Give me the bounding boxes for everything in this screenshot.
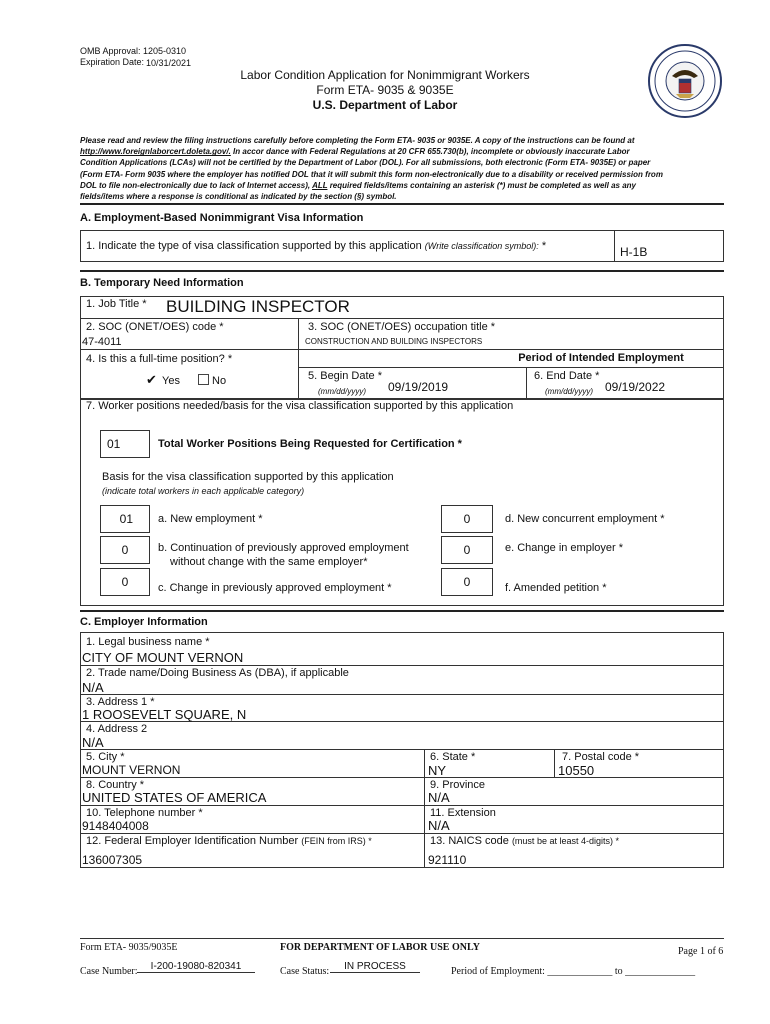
no-label: No bbox=[212, 375, 227, 387]
concurrent-value[interactable]: 0 bbox=[441, 505, 493, 533]
change-employer-value[interactable]: 0 bbox=[441, 536, 493, 564]
no-checkbox[interactable] bbox=[198, 374, 209, 385]
soc-code-label: 2. SOC (ONET/OES) code * bbox=[86, 321, 224, 333]
end-date-value[interactable]: 09/19/2022 bbox=[605, 380, 666, 394]
amended-petition-label: f. Amended petition * bbox=[505, 582, 607, 594]
job-title-label: 1. Job Title * bbox=[86, 298, 147, 310]
period-of-employment-label: Period of Employment: _____________ to ______________ bbox=[451, 966, 696, 977]
period-heading: Period of Intended Employment bbox=[518, 352, 684, 364]
full-time-label: 4. Is this a full-time position? * bbox=[86, 353, 233, 365]
section-b-heading: B. Temporary Need Information bbox=[80, 277, 244, 289]
case-number-label: Case Number: bbox=[80, 966, 138, 977]
visa-classification-label: 1. Indicate the type of visa classification supported by this application (Write classification symbol): * bbox=[86, 240, 547, 252]
province-label: 9. Province bbox=[430, 779, 486, 791]
worker-positions-label: 7. Worker positions needed/basis for the visa classification supported by this application bbox=[86, 400, 514, 412]
extension-value[interactable]: N/A bbox=[428, 818, 450, 833]
section-c-heading: C. Employer Information bbox=[80, 616, 208, 628]
state-label: 6. State * bbox=[430, 751, 476, 763]
case-number-value[interactable]: I-200-19080-820341 bbox=[137, 961, 255, 973]
telephone-label: 10. Telephone number * bbox=[86, 807, 203, 819]
begin-date-hint: (mm/dd/yyyy) bbox=[318, 387, 366, 396]
address2-value[interactable]: N/A bbox=[82, 735, 104, 750]
job-title-value[interactable]: BUILDING INSPECTOR bbox=[166, 297, 350, 316]
yes-label: Yes bbox=[162, 375, 180, 387]
continuation-label: b. Continuation of previously approved employment bbox=[158, 542, 409, 554]
amended-petition-value[interactable]: 0 bbox=[441, 568, 493, 596]
change-employer-label: e. Change in employer * bbox=[505, 542, 624, 554]
divider bbox=[80, 610, 724, 612]
visa-classification-value[interactable]: H-1B bbox=[620, 245, 648, 259]
soc-code-value[interactable]: 47-4011 bbox=[82, 336, 122, 348]
city-value[interactable]: MOUNT VERNON bbox=[82, 763, 181, 777]
yes-check-icon[interactable]: ✔ bbox=[146, 372, 157, 387]
postal-code-value[interactable]: 10550 bbox=[558, 763, 595, 778]
state-value[interactable]: NY bbox=[428, 763, 447, 778]
footer-dol-use: FOR DEPARTMENT OF LABOR USE ONLY bbox=[280, 942, 480, 953]
telephone-value[interactable]: 9148404008 bbox=[82, 819, 149, 833]
case-status-value[interactable]: IN PROCESS bbox=[330, 961, 420, 973]
soc-title-label: 3. SOC (ONET/OES) occupation title * bbox=[308, 321, 496, 333]
trade-name-label: 2. Trade name/Doing Business As (DBA), if applicable bbox=[86, 667, 349, 679]
instructions-link[interactable]: http://www.foreignlaborcert.doleta.gov/. bbox=[80, 147, 231, 157]
concurrent-label: d. New concurrent employment * bbox=[505, 513, 665, 525]
expiration-label: Expiration Date: bbox=[80, 57, 145, 67]
new-employment-value[interactable]: 01 bbox=[100, 505, 150, 533]
change-previous-label: c. Change in previously approved employment * bbox=[158, 582, 392, 594]
legal-name-value[interactable]: CITY OF MOUNT VERNON bbox=[82, 650, 244, 665]
continuation-value[interactable]: 0 bbox=[100, 536, 150, 564]
case-status-label: Case Status: bbox=[280, 966, 330, 977]
extension-label: 11. Extension bbox=[430, 807, 496, 819]
country-value[interactable]: UNITED STATES OF AMERICA bbox=[82, 790, 267, 805]
address2-label: 4. Address 2 bbox=[86, 723, 148, 735]
total-positions-label: Total Worker Positions Being Requested for Certification * bbox=[158, 438, 462, 450]
naics-label: 13. NAICS code (must be at least 4-digits) * bbox=[430, 835, 619, 847]
fein-value[interactable]: 136007305 bbox=[82, 853, 143, 867]
new-employment-label: a. New employment * bbox=[158, 513, 263, 525]
fein-label: 12. Federal Employer Identification Number (FEIN from IRS) * bbox=[86, 835, 372, 847]
legal-name-label: 1. Legal business name * bbox=[86, 636, 210, 648]
province-value[interactable]: N/A bbox=[428, 790, 450, 805]
worker-positions-block bbox=[80, 399, 724, 606]
expiration-date: 10/31/2021 bbox=[146, 58, 192, 68]
address1-label: 3. Address 1 * bbox=[86, 696, 155, 708]
footer-form-label: Form ETA- 9035/9035E bbox=[80, 942, 178, 953]
change-previous-value[interactable]: 0 bbox=[100, 568, 150, 596]
postal-code-label: 7. Postal code * bbox=[562, 751, 640, 763]
soc-title-value[interactable]: CONSTRUCTION AND BUILDING INSPECTORS bbox=[305, 337, 483, 346]
divider bbox=[80, 203, 724, 205]
continuation-label-line2: without change with the same employer* bbox=[170, 556, 368, 568]
section-a-heading: A. Employment-Based Nonimmigrant Visa Information bbox=[80, 212, 364, 224]
end-date-label: 6. End Date * bbox=[534, 370, 600, 382]
city-label: 5. City * bbox=[86, 751, 125, 763]
department-of-labor-seal-icon bbox=[648, 44, 722, 118]
omb-approval: OMB Approval: 1205-0310 bbox=[80, 46, 187, 56]
form-number: Form ETA- 9035 & 9035E bbox=[316, 83, 454, 97]
department-name: U.S. Department of Labor bbox=[312, 98, 458, 112]
naics-value[interactable]: 921110 bbox=[428, 853, 467, 867]
trade-name-value[interactable]: N/A bbox=[82, 680, 104, 695]
total-positions-value[interactable]: 01 bbox=[100, 430, 150, 458]
begin-date-value[interactable]: 09/19/2019 bbox=[388, 380, 449, 394]
basis-label: Basis for the visa classification supported by this application bbox=[102, 471, 394, 483]
footer-divider bbox=[80, 938, 724, 939]
country-label: 8. Country * bbox=[86, 779, 145, 791]
filing-instructions: Please read and review the filing instructions carefully before completing the Form ETA- 9035 or 9035E. A copy of the instructions can be found at http://www.foreignlaborcert.doleta.gov/. In accor dance with Federal Regulations at 20 CFR 655.730(b), incomplete or obviously inaccurate Labor Condition Applications (LCAs) will not be certified by the Department of Labor (DOL). For all submissions, both electronic (Form ETA- 9035E) or paper (Form ETA- Form 9035 where the employer has notified DOL that it will submit this form non-electronically due to a disability or received permission from DOL to file non-electronically due to lack of Internet access), ALL required fields/items containing an asterisk (*) must be completed as well as any fields/items where a response is conditional as indicated by the section (§) symbol. bbox=[80, 136, 663, 202]
basis-hint: (indicate total workers in each applicable category) bbox=[102, 486, 305, 496]
begin-date-label: 5. Begin Date * bbox=[308, 370, 382, 382]
end-date-hint: (mm/dd/yyyy) bbox=[545, 387, 593, 396]
address1-value[interactable]: 1 ROOSEVELT SQUARE, N bbox=[82, 707, 247, 722]
form-title: Labor Condition Application for Nonimmigrant Workers bbox=[240, 68, 530, 82]
divider bbox=[80, 270, 724, 272]
page-number: Page 1 of 6 bbox=[678, 946, 724, 957]
